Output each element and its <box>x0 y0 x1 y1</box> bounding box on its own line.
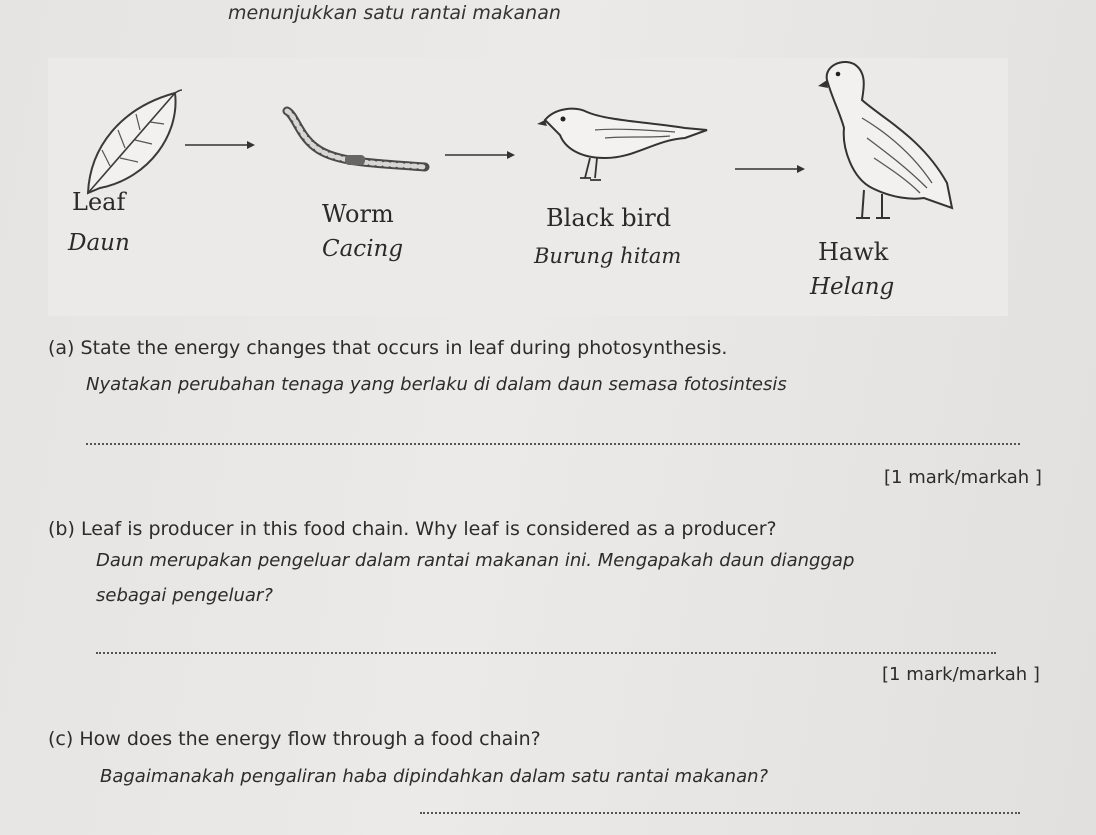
question-a-english: State the energy changes that occurs in leaf during photosynthesis. <box>80 337 728 359</box>
header-text: menunjukkan satu rantai makanan <box>228 2 561 24</box>
worm-icon <box>285 105 435 175</box>
arrow-right-icon <box>735 162 805 176</box>
question-c <box>48 728 541 750</box>
answer-line-b[interactable] <box>96 652 996 654</box>
label-worm-malay: Cacing <box>322 236 404 262</box>
label-hawk-english: Hawk <box>818 238 889 266</box>
question-b-english: Leaf is producer in this food chain. Why leaf is considered as a producer? <box>80 518 777 540</box>
question-a-malay: Nyatakan perubahan tenaga yang berlaku di dalam daun semasa fotosintesis <box>86 374 787 395</box>
answer-line-c[interactable] <box>420 812 1020 814</box>
leaf-icon <box>80 88 190 198</box>
label-leaf-english: Leaf <box>72 188 126 216</box>
bird-icon <box>535 100 715 185</box>
label-bird-malay: Burung hitam <box>534 244 682 268</box>
question-b-label: (b) <box>48 518 75 540</box>
question-a <box>48 337 727 359</box>
label-hawk-malay: Helang <box>810 274 895 300</box>
question-a-label: (a) <box>48 337 75 359</box>
question-c-label: (c) <box>48 728 74 750</box>
arrow-right-icon <box>185 138 255 152</box>
answer-line-a[interactable] <box>86 443 1020 445</box>
marks-b: [1 mark/markah ] <box>882 664 1040 685</box>
question-b <box>48 518 777 540</box>
marks-a: [1 mark/markah ] <box>884 467 1042 488</box>
question-c-malay: Bagaimanakah pengaliran haba dipindahkan dalam satu rantai makanan? <box>100 766 769 787</box>
label-bird-english: Black bird <box>546 204 672 232</box>
arrow-right-icon <box>445 148 515 162</box>
question-b-malay-2: sebagai pengeluar? <box>96 585 273 606</box>
hawk-icon <box>812 58 962 233</box>
question-c-english: How does the energy flow through a food chain? <box>79 728 541 750</box>
label-worm-english: Worm <box>322 200 394 228</box>
label-leaf-malay: Daun <box>68 230 130 256</box>
question-b-malay-1: Daun merupakan pengeluar dalam rantai makanan ini. Mengapakah daun dianggap <box>96 550 855 571</box>
